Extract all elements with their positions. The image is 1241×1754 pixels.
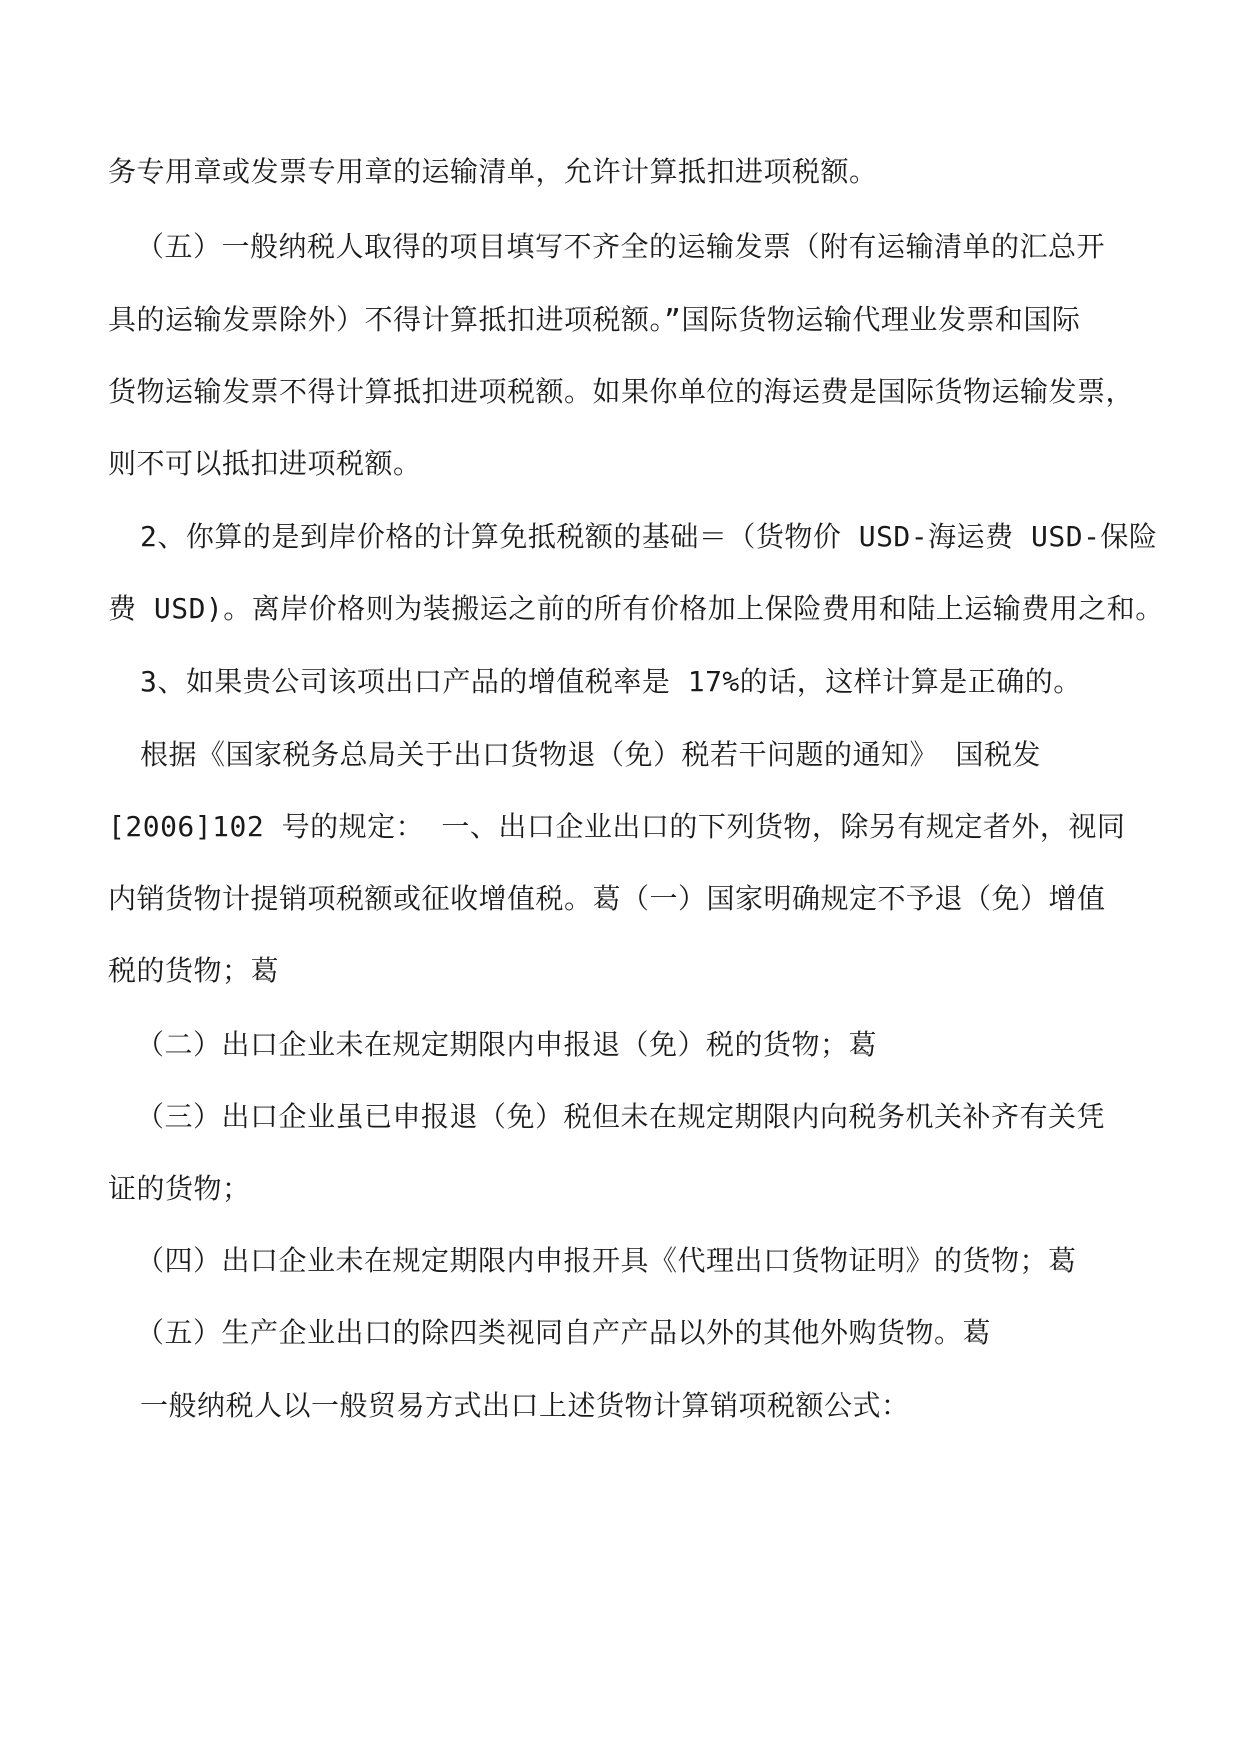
text-line: 一般纳税人以一般贸易方式出口上述货物计算销项税额公式： [140, 1389, 910, 1422]
text-line: 根据《国家税务总局关于出口货物退（免）税若干问题的通知》 国税发 [140, 738, 1041, 771]
text-line: （三）出口企业虽已申报退（免）税但未在规定期限内向税务机关补齐有关凭 [136, 1100, 1106, 1133]
text-line: 3、如果贵公司该项出口产品的增值税率是 17%的话，这样计算是正确的。 [140, 665, 1082, 698]
text-line: 则不可以抵扣进项税额。 [108, 447, 422, 480]
text-line: 税的货物；葛 [108, 954, 280, 987]
text-line: （四）出口企业未在规定期限内申报开具《代理出口货物证明》的货物；葛 [136, 1244, 1077, 1277]
text-line: 务专用章或发票专用章的运输清单，允许计算抵扣进项税额。 [108, 155, 878, 188]
text-line: 2、你算的是到岸价格的计算免抵税额的基础＝（货物价 USD-海运费 USD-保险 [140, 520, 1158, 553]
text-line: （五）生产企业出口的除四类视同自产产品以外的其他外购货物。葛 [136, 1316, 992, 1349]
text-line: 内销货物计提销项税额或征收增值税。葛（一）国家明确规定不予退（免）增值 [108, 882, 1106, 915]
text-line: 货物运输发票不得计算抵扣进项税额。如果你单位的海运费是国际货物运输发票， [108, 375, 1135, 408]
text-line: 具的运输发票除外）不得计算抵扣进项税额。”国际货物运输代理业发票和国际 [108, 303, 1081, 336]
text-line: （五）一般纳税人取得的项目填写不齐全的运输发票（附有运输清单的汇总开 [136, 230, 1106, 263]
text-line: （二）出口企业未在规定期限内申报退（免）税的货物；葛 [136, 1028, 878, 1061]
text-line: 费 USD)。离岸价格则为装搬运之前的所有价格加上保险费用和陆上运输费用之和。 [108, 592, 1164, 625]
text-line: 证的货物； [108, 1172, 251, 1205]
text-line: [2006]102 号的规定： 一、出口企业出口的下列货物，除另有规定者外，视同 [108, 810, 1126, 843]
